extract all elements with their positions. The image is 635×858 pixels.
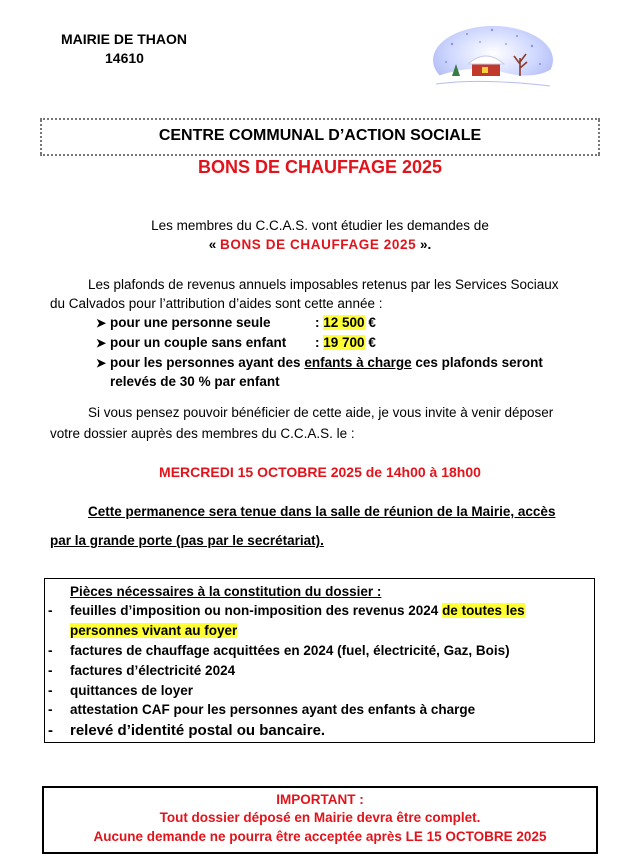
piece-item-6	[48, 722, 325, 739]
plafond-label: pour un couple sans enfant	[110, 335, 287, 350]
piece-highlight: de toutes les	[442, 603, 525, 618]
plafond-item3-underline: enfants à charge	[304, 355, 412, 370]
mairie-name: MAIRIE DE THAON	[61, 31, 187, 47]
plafonds-line2: du Calvados pour l’attribution d’aides sont cette année :	[50, 296, 383, 311]
piece-text: factures de chauffage acquittées en 2024 (fuel, électricité, Gaz, Bois)	[70, 643, 510, 658]
plafonds-line1: Les plafonds de revenus annuels imposables retenus par les Services Sociaux	[88, 277, 559, 292]
mairie-postal: 14610	[105, 50, 144, 66]
dash: -	[48, 683, 53, 698]
piece-item-1-line2	[70, 623, 237, 638]
important-line2: Aucune demande ne pourra être acceptée après LE 15 OCTOBRE 2025	[93, 829, 547, 844]
quote-text: BONS DE CHAUFFAGE 2025	[220, 237, 417, 252]
plafond-item3-pre: pour les personnes ayant des	[110, 355, 305, 370]
piece-text: feuilles d’imposition ou non-imposition des revenus 2024	[70, 603, 443, 618]
piece-item-5	[48, 702, 475, 717]
piece-item-1	[48, 603, 588, 618]
pieces-title: Pièces nécessaires à la constitution du dossier :	[70, 584, 382, 599]
piece-item-4	[48, 683, 193, 698]
plafond-currency: €	[368, 315, 376, 330]
plafond-sep: :	[315, 315, 320, 330]
intro-quote	[40, 237, 600, 252]
plafond-sep: :	[315, 335, 320, 350]
invite-line1: Si vous pensez pouvoir bénéficier de cette aide, je vous invite à venir déposer	[88, 405, 554, 420]
ccas-title: CENTRE COMMUNAL D’ACTION SOCIALE	[158, 127, 482, 144]
plafond-item-2	[96, 335, 516, 350]
dash: -	[48, 603, 53, 618]
piece-text: attestation CAF pour les personnes ayant des enfants à charge	[70, 702, 476, 717]
piece-item-2	[48, 643, 510, 658]
piece-text: factures d’électricité 2024	[70, 663, 236, 678]
plafond-item-3	[96, 355, 576, 370]
plafond-amount: 12 500	[323, 315, 365, 330]
dash: -	[48, 702, 53, 717]
invite-line2: votre dossier auprès des membres du C.C.A.S. le :	[50, 426, 355, 441]
piece-item-3	[48, 663, 235, 678]
dash: -	[48, 722, 53, 739]
arrow-icon: ➤	[96, 336, 107, 350]
dash: -	[48, 643, 53, 658]
piece-highlight-2: personnes vivant au foyer	[70, 623, 238, 638]
important-title: IMPORTANT :	[276, 792, 364, 807]
piece-text: quittances de loyer	[70, 683, 194, 698]
permanence-line1: Cette permanence sera tenue dans la salle de réunion de la Mairie, accès	[88, 504, 556, 519]
plafond-item3-post: ces plafonds seront	[411, 355, 543, 370]
plafond-currency: €	[368, 335, 376, 350]
piece-text: relevé d’identité postal ou bancaire.	[70, 722, 326, 739]
permanence-line2: par la grande porte (pas par le secrétariat).	[50, 533, 324, 548]
plafond-item-1	[96, 315, 516, 330]
intro-line: Les membres du C.C.A.S. vont étudier les demandes de	[151, 218, 489, 233]
mairie-header	[61, 30, 187, 68]
quote-close: ».	[416, 237, 432, 252]
bons-title: BONS DE CHAUFFAGE 2025	[197, 157, 443, 177]
dash: -	[48, 663, 53, 678]
important-line1: Tout dossier déposé en Mairie devra être complet.	[159, 810, 481, 825]
plafond-label: pour une personne seule	[110, 315, 271, 330]
plafond-item3-line2: relevés de 30 % par enfant	[110, 374, 280, 389]
arrow-icon: ➤	[96, 316, 107, 330]
date-line: MERCREDI 15 OCTOBRE 2025 de 14h00 à 18h00	[159, 464, 481, 480]
quote-open: «	[208, 237, 220, 252]
plafond-amount: 19 700	[323, 335, 365, 350]
snow-house-illustration	[432, 24, 554, 96]
arrow-icon: ➤	[96, 356, 107, 370]
